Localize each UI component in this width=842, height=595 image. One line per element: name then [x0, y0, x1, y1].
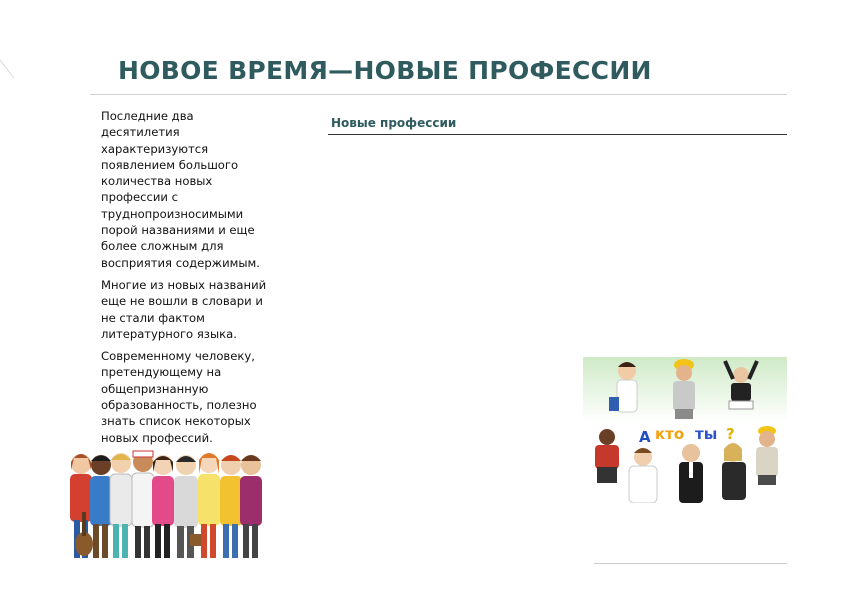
paragraph: Последние два десятилетия характеризуются появлением большого количества новых профессии с труднопроизносимыми порой названиями и еще более сложным для восприятия содержимым.: [101, 109, 260, 270]
businessman-figure: [679, 444, 703, 503]
footer-divider: [594, 563, 787, 564]
doctor-figure: [629, 448, 657, 503]
person-figure: [152, 455, 174, 558]
builder-figure: [673, 359, 695, 419]
corner-decoration: [0, 56, 16, 80]
caption-kto: кто: [655, 425, 685, 443]
section-divider: [328, 134, 787, 135]
title-divider: [90, 94, 787, 95]
caption-a: А: [639, 428, 651, 446]
section-heading: Новые профессии: [331, 116, 457, 130]
businesswoman-figure: [722, 443, 746, 500]
professions-people-illustration: [66, 446, 264, 564]
person-figure: [132, 451, 154, 558]
caption-ty: ты: [695, 425, 718, 443]
caption-question: ?: [726, 425, 735, 443]
laptop-person-figure: [725, 361, 757, 409]
person-figure: [198, 453, 220, 558]
person-figure: [220, 455, 242, 558]
person-figure: [90, 455, 112, 558]
technician-figure: [756, 426, 778, 485]
caption-text: [639, 425, 735, 446]
professions-photo-collage: [583, 357, 787, 503]
worker-figure: [595, 429, 619, 483]
person-figure: [240, 455, 262, 558]
paragraph: Многие из новых названий еще не вошли в словари и не стали фактом литературного языка.: [101, 277, 267, 341]
nurse-figure: [609, 362, 637, 412]
slide-title: НОВОЕ ВРЕМЯ—НОВЫЕ ПРОФЕССИИ: [118, 56, 652, 85]
paragraph: Современному человеку, претендующему на общепризнанную образованность, полезно знать список некоторых новых профессий.: [101, 349, 257, 445]
person-figure: [110, 453, 132, 558]
